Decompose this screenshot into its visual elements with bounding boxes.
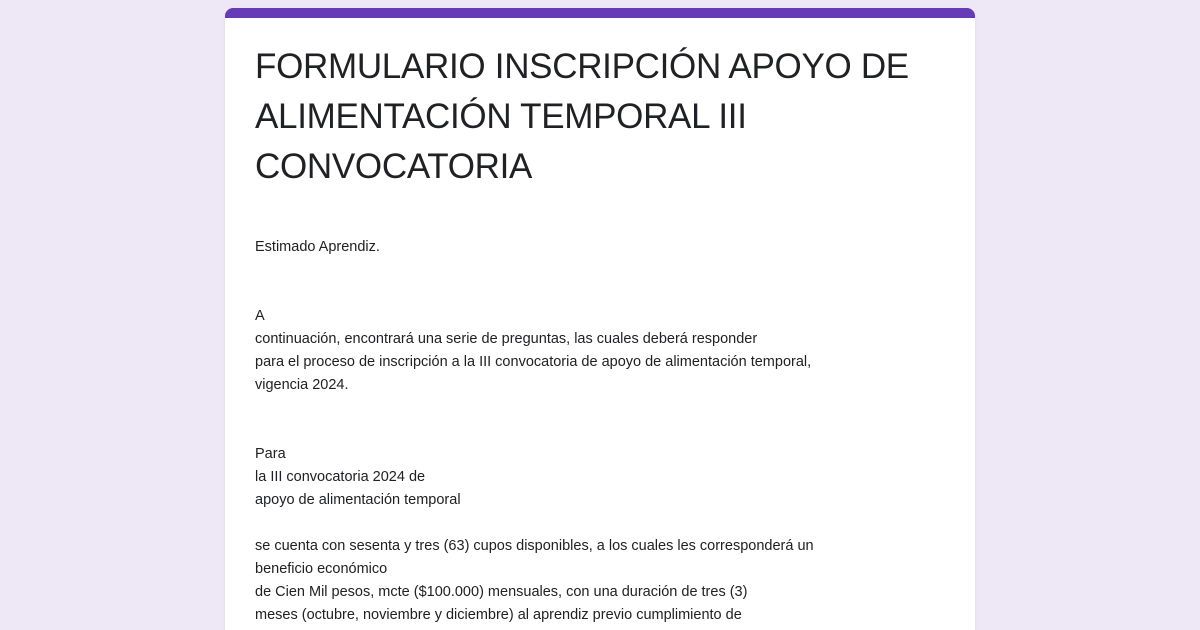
form-description-line xyxy=(255,512,935,535)
form-description-line xyxy=(255,397,935,420)
form-description-line xyxy=(255,420,935,443)
form-description-line: Estimado Aprendiz. xyxy=(255,239,380,255)
form-description-line: A xyxy=(255,308,265,324)
form-header-card xyxy=(225,8,975,630)
form-description-line xyxy=(255,259,935,282)
form-title-line: CONVOCATORIA xyxy=(255,147,533,186)
form-description-line: para el proceso de inscripción a la III convocatoria de apoyo de alimentación temporal, xyxy=(255,354,812,370)
form-description-line: meses (octubre, noviembre y diciembre) al aprendiz previo cumplimiento de xyxy=(255,607,742,623)
form-description-line: Para xyxy=(255,446,286,462)
form-description-line xyxy=(255,282,935,305)
form-description-line: de Cien Mil pesos, mcte ($100.000) mensuales, con una duración de tres (3) xyxy=(255,584,748,600)
form-header-content xyxy=(255,42,935,627)
form-title-line: FORMULARIO INSCRIPCIÓN APOYO DE xyxy=(255,47,909,86)
form-title-line: ALIMENTACIÓN TEMPORAL III xyxy=(255,97,747,136)
form-title xyxy=(255,42,935,192)
form-description-line: continuación, encontrará una serie de preguntas, las cuales deberá responder xyxy=(255,331,758,347)
form-description-line: se cuenta con sesenta y tres (63) cupos disponibles, a los cuales les corresponderá un xyxy=(255,538,814,554)
form-description-line: beneficio económico xyxy=(255,561,388,577)
form-description-line: apoyo de alimentación temporal xyxy=(255,492,461,508)
form-accent-bar xyxy=(225,8,975,18)
form-description-line: la III convocatoria 2024 de xyxy=(255,469,426,485)
form-description xyxy=(255,236,935,627)
form-description-line: vigencia 2024. xyxy=(255,377,349,393)
